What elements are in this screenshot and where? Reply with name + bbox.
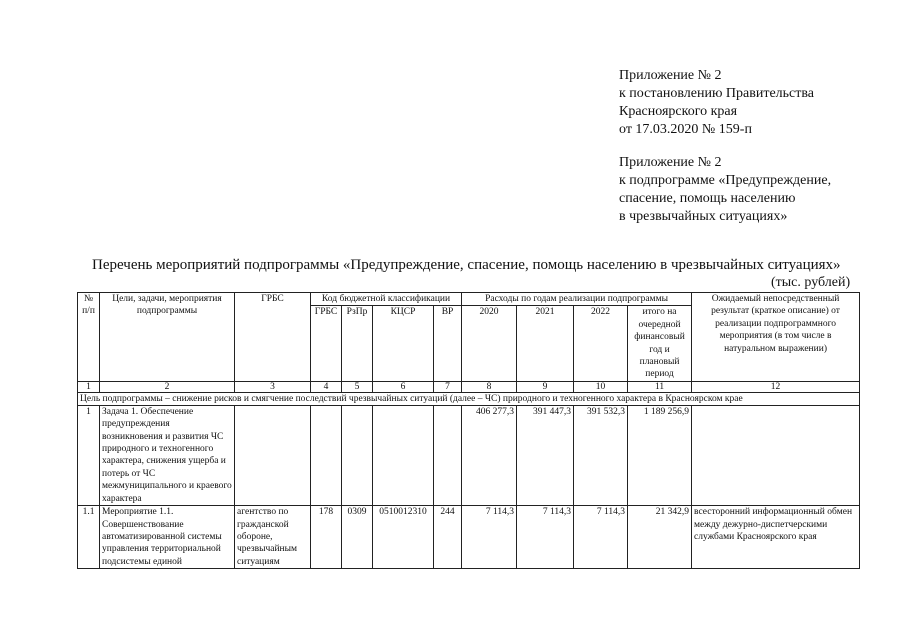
row-code-grbs	[311, 405, 342, 505]
row-kcsr	[373, 405, 434, 505]
table-row	[78, 506, 860, 569]
column-number: 12	[692, 381, 860, 392]
row-2020: 7 114,3	[462, 506, 517, 569]
goal-row	[78, 392, 860, 405]
header-code-kcsr: КЦСР	[373, 306, 434, 381]
column-number: 5	[342, 381, 373, 392]
appendix-to-subprogram	[619, 154, 831, 226]
appendix-line: Приложение № 2	[619, 68, 722, 83]
column-number: 1	[78, 381, 100, 392]
row-name: Задача 1. Обеспечение предупреждения возникновения и развития ЧС природного и техногенного характера, снижения ущерба и потерь от ЧС межмуниципального и краевого характера	[100, 405, 235, 505]
appendix-line: к подпрограмме «Предупреждение,	[619, 173, 832, 188]
appendix-to-resolution	[619, 67, 814, 139]
appendix-line: Красноярского края	[619, 104, 738, 119]
row-2022: 391 532,3	[574, 405, 628, 505]
column-number: 11	[628, 381, 692, 392]
row-num: 1.1	[78, 506, 100, 569]
column-number: 3	[235, 381, 311, 392]
column-number: 6	[373, 381, 434, 392]
row-vr: 244	[434, 506, 462, 569]
header-expenses: Расходы по годам реализации подпрограммы	[462, 293, 692, 306]
row-code-grbs: 178	[311, 506, 342, 569]
header-code-grbs: ГРБС	[311, 306, 342, 381]
row-2022: 7 114,3	[574, 506, 628, 569]
row-result	[692, 405, 860, 505]
header-year-2021: 2021	[517, 306, 574, 381]
row-result: всесторонний информационный обмен между дежурно-диспетчерскими службами Красноярского края	[692, 506, 860, 569]
table-row	[78, 405, 860, 505]
row-kcsr: 0510012310	[373, 506, 434, 569]
column-number: 4	[311, 381, 342, 392]
header-result: Ожидаемый непосредственный результат (краткое описание) от реализации подпрограммного мероприятия (в том числе в натуральном выражении)	[692, 293, 860, 382]
row-2021: 391 447,3	[517, 405, 574, 505]
appendix-line: в чрезвычайных ситуациях»	[619, 209, 788, 224]
row-total: 1 189 256,9	[628, 405, 692, 505]
row-rzpr: 0309	[342, 506, 373, 569]
row-total: 21 342,9	[628, 506, 692, 569]
column-number: 9	[517, 381, 574, 392]
appendix-line: к постановлению Правительства	[619, 86, 815, 101]
header-budget-code: Код бюджетной классификации	[311, 293, 462, 306]
header-code-rzpr: РзПр	[342, 306, 373, 381]
row-vr	[434, 405, 462, 505]
appendix-line: от 17.03.2020 № 159-п	[619, 122, 752, 137]
units-label: (тыс. рублей)	[771, 275, 851, 290]
header-code-vr: ВР	[434, 306, 462, 381]
header-year-2020: 2020	[462, 306, 517, 381]
header-total: итого на очередной финансовый год и плановый период	[628, 306, 692, 381]
appendix-line: спасение, помощь населению	[619, 191, 796, 206]
appendix-line: Приложение № 2	[619, 155, 722, 170]
row-num: 1	[78, 405, 100, 505]
header-row-top	[78, 293, 860, 306]
header-year-2022: 2022	[574, 306, 628, 381]
column-number: 7	[434, 381, 462, 392]
column-number: 8	[462, 381, 517, 392]
measures-table	[77, 292, 860, 569]
column-number-row	[78, 381, 860, 392]
row-name: Мероприятие 1.1. Совершенствование автоматизированной системы управления территориальной подсистемы единой	[100, 506, 235, 569]
document-title: Перечень мероприятий подпрограммы «Предупреждение, спасение, помощь населению в чрезвычайных ситуациях»	[92, 257, 841, 273]
header-grbs: ГРБС	[235, 293, 311, 382]
column-number: 10	[574, 381, 628, 392]
row-2021: 7 114,3	[517, 506, 574, 569]
header-goals: Цели, задачи, мероприятия подпрограммы	[100, 293, 235, 382]
goal-text: Цель подпрограммы – снижение рисков и смягчение последствий чрезвычайных ситуаций (далее – ЧС) природного и техногенного характера в Красноярском крае	[78, 392, 860, 405]
row-rzpr	[342, 405, 373, 505]
header-num: № п/п	[78, 293, 100, 382]
row-grbs: агентство по гражданской обороне, чрезвычайным ситуациям	[235, 506, 311, 569]
column-number: 2	[100, 381, 235, 392]
row-2020: 406 277,3	[462, 405, 517, 505]
row-grbs	[235, 405, 311, 505]
